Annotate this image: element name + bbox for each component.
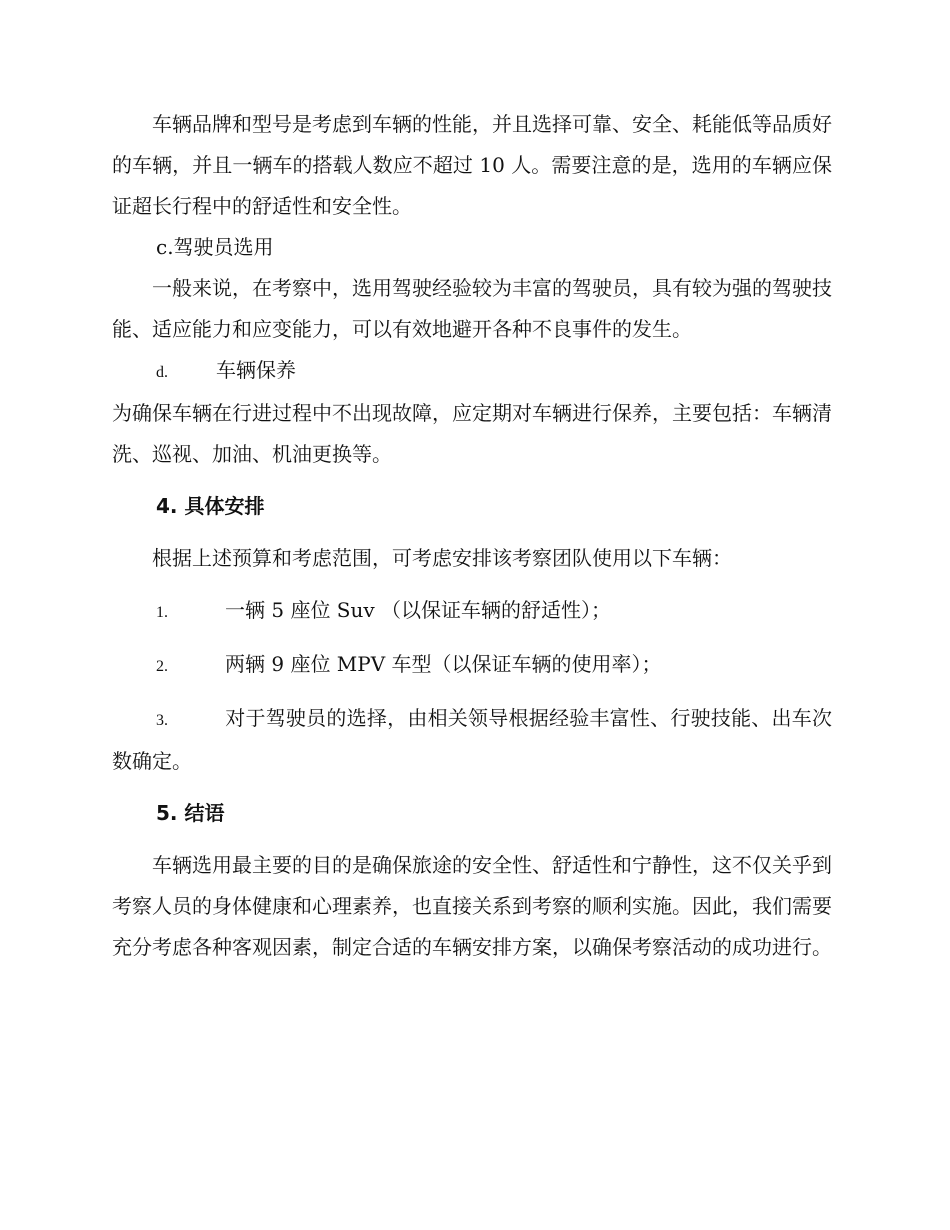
subheading-text: 车辆保养: [216, 358, 296, 382]
list-item-number: 1.: [156, 604, 168, 621]
list-item-text: 一辆 5 座位 Suv （以保证车辆的舒适性）；: [225, 598, 612, 622]
subheading-vehicle-maintenance: [112, 350, 832, 393]
paragraph-driver-selection: 一般来说，在考察中，选用驾驶经验较为丰富的驾驶员，具有较为强的驾驶技能、适应能力和应变能力，可以有效地避开各种不良事件的发生。: [112, 276, 832, 341]
subheading-marker: d.: [156, 364, 168, 381]
paragraph-vehicle-brand: 车辆品牌和型号是考虑到车辆的性能，并且选择可靠、安全、耗能低等品质好的车辆，并且一辆车的搭载人数应不超过 10 人。需要注意的是，选用的车辆应保证超长行程中的舒适性和安全性。: [112, 112, 832, 218]
paragraph-conclusion: 车辆选用最主要的目的是确保旅途的安全性、舒适性和宁静性，这不仅关乎到考察人员的身体健康和心理素养，也直接关系到考察的顺利实施。因此，我们需要充分考虑各种客观因素，制定合适的车辆安排方案，以确保考察活动的成功进行。: [112, 853, 832, 959]
list-item: [112, 590, 832, 633]
subheading-driver-selection: c.驾驶员选用: [156, 235, 274, 259]
section-heading-conclusion: 5. 结语: [156, 801, 225, 825]
list-item: [112, 644, 832, 687]
document-page: [112, 104, 832, 968]
list-item-number: 3.: [156, 712, 168, 729]
list-item-text: 对于驾驶员的选择，由相关领导根据经验丰富性、行驶技能、出车次数确定。: [112, 706, 832, 773]
list-item-text: 两辆 9 座位 MPV 车型（以保证车辆的使用率）；: [225, 652, 662, 676]
paragraph-arrangement-intro: 根据上述预算和考虑范围，可考虑安排该考察团队使用以下车辆：: [152, 546, 732, 570]
list-item-number: 2.: [156, 658, 168, 675]
list-item: [112, 698, 832, 782]
section-heading-arrangement: 4. 具体安排: [156, 494, 265, 518]
paragraph-vehicle-maintenance: 为确保车辆在行进过程中不出现故障，应定期对车辆进行保养，主要包括：车辆清洗、巡视、加油、机油更换等。: [112, 401, 832, 466]
